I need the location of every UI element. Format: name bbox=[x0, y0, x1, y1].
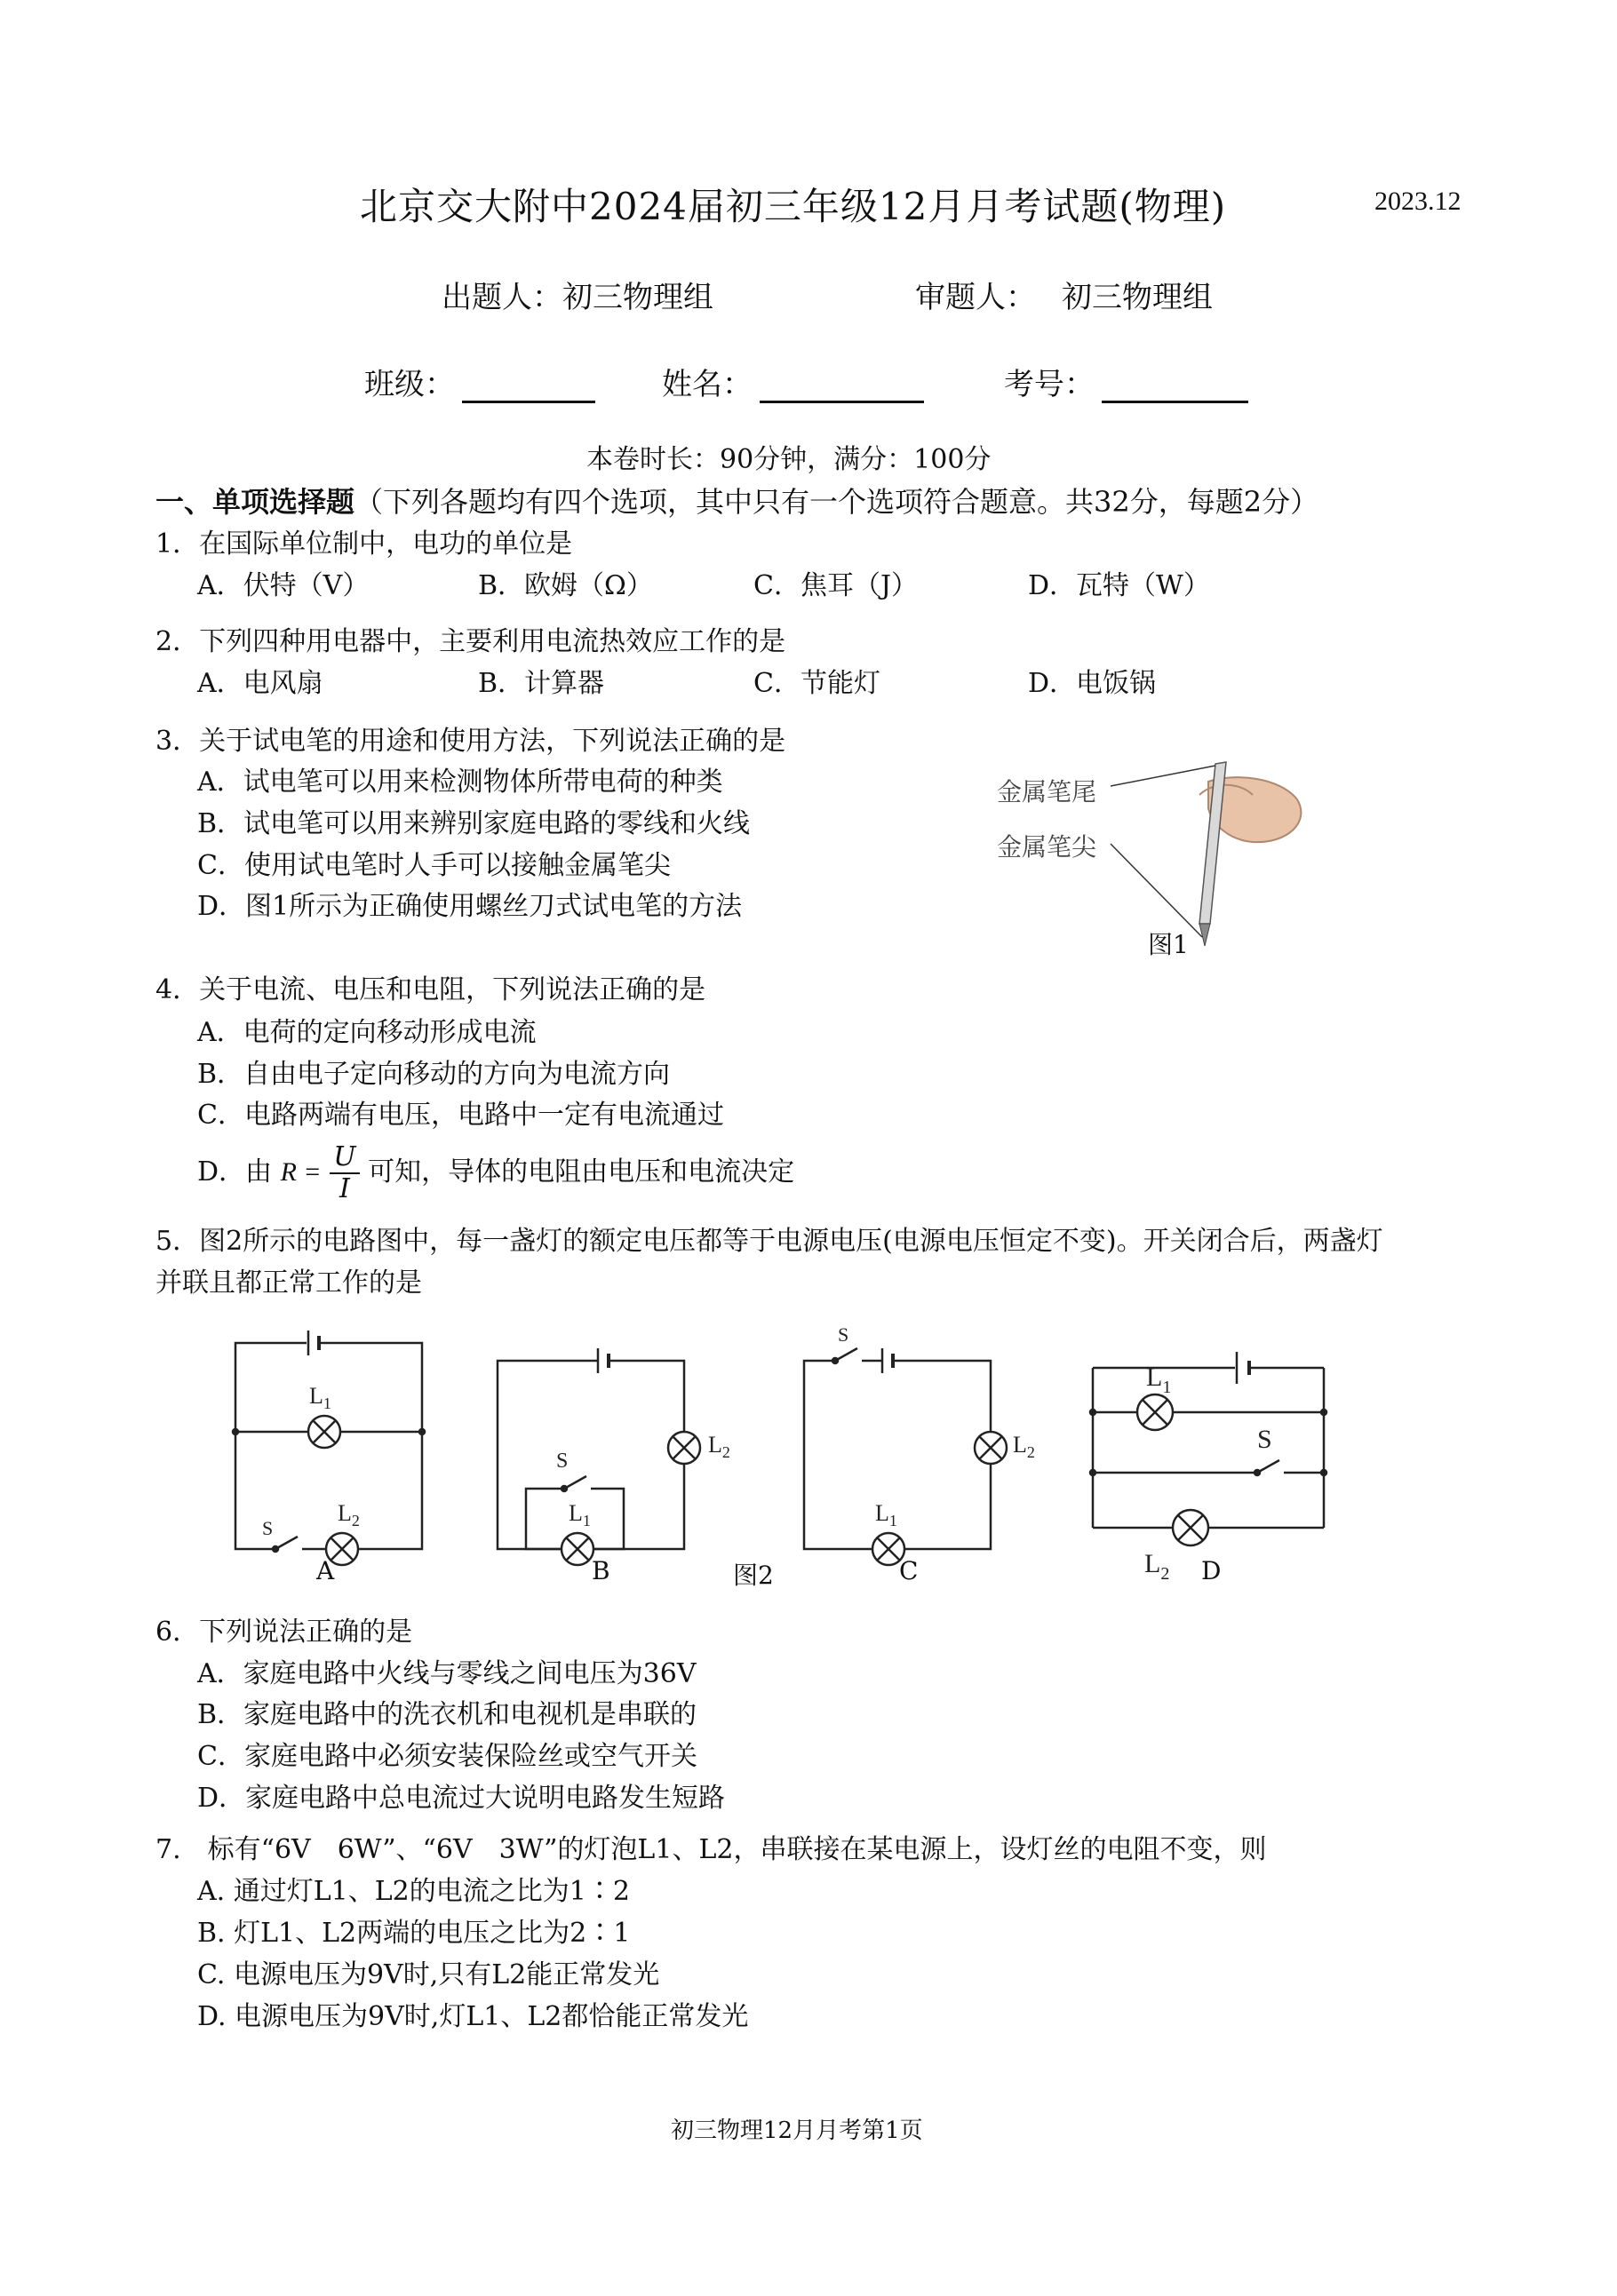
reviewer-label: 审题人： bbox=[915, 280, 1036, 315]
fraction-denominator: I bbox=[339, 1173, 350, 1204]
name-blank[interactable] bbox=[760, 401, 924, 403]
q3-stem: 3．关于试电笔的用途和使用方法，下列说法正确的是 bbox=[155, 726, 786, 757]
q7-option-a[interactable]: A. 通过灯L1、L2的电流之比为1∶2 bbox=[197, 1876, 630, 1907]
q1-option-b[interactable]: B．欧姆（Ω） bbox=[478, 570, 653, 601]
q6-option-c[interactable]: C．家庭电路中必须安装保险丝或空气开关 bbox=[197, 1741, 697, 1772]
svg-text:L2: $L_2$ bbox=[1144, 1549, 1170, 1584]
q3-option-d[interactable]: D．图1所示为正确使用螺丝刀式试电笔的方法 bbox=[197, 891, 743, 922]
svg-text:S: S bbox=[556, 1450, 569, 1473]
pen-body bbox=[1199, 762, 1226, 924]
q7-stem: 7. 标有“6V 6W”、“6V 3W”的灯泡L1、L2，串联接在某电源上，设灯丝的电阻不变，则 bbox=[155, 1834, 1267, 1865]
exam-no-field[interactable] bbox=[1004, 360, 1248, 403]
circuit-d bbox=[1090, 1352, 1326, 1545]
time-info: 本卷时长：90分钟，满分：100分 bbox=[586, 444, 992, 475]
class-label: 班级： bbox=[364, 367, 455, 402]
q4-option-a[interactable]: A．电荷的定向移动形成电流 bbox=[197, 1017, 537, 1048]
q7-option-b[interactable]: B. 灯L1、L2两端的电压之比为2∶1 bbox=[197, 1918, 631, 1949]
circuit-b-label[interactable]: B bbox=[592, 1556, 610, 1585]
q4-d-suffix: 可知，导体的电阻由电压和电流决定 bbox=[368, 1156, 795, 1188]
q3-option-c[interactable]: C．使用试电笔时人手可以接触金属笔尖 bbox=[197, 850, 671, 881]
q5-stem-line1: 5．图2所示的电路图中，每一盏灯的额定电压都等于电源电压(电源电压恒定不变)。开关闭合后，两盏灯 bbox=[155, 1226, 1383, 1257]
q2-stem: 2．下列四种用电器中，主要利用电流热效应工作的是 bbox=[155, 626, 786, 657]
q3-option-b[interactable]: B．试电笔可以用来辨别家庭电路的零线和火线 bbox=[197, 808, 751, 839]
name-label: 姓名： bbox=[662, 367, 753, 402]
q2-option-b[interactable]: B．计算器 bbox=[478, 668, 605, 699]
q3-option-a[interactable]: A．试电笔可以用来检测物体所带电荷的种类 bbox=[197, 767, 723, 798]
q1-option-a[interactable]: A．伏特（V） bbox=[197, 570, 370, 601]
svg-text:L2: $L_2$ bbox=[708, 1432, 730, 1461]
q2-option-c[interactable]: C．节能灯 bbox=[753, 668, 880, 699]
tail-pointer-line bbox=[1111, 766, 1215, 786]
q6-option-a[interactable]: A．家庭电路中火线与零线之间电压为36V bbox=[197, 1658, 697, 1689]
q4-option-b[interactable]: B．自由电子定向移动的方向为电流方向 bbox=[197, 1059, 671, 1090]
exam-no-blank[interactable] bbox=[1102, 401, 1248, 403]
exam-no-label: 考号： bbox=[1004, 367, 1095, 402]
name-field[interactable] bbox=[662, 360, 924, 403]
figure-2-caption: 图2 bbox=[733, 1561, 774, 1590]
class-field[interactable] bbox=[364, 360, 595, 403]
q6-option-b[interactable]: B．家庭电路中的洗衣机和电视机是串联的 bbox=[197, 1699, 697, 1730]
q6-stem: 6．下列说法正确的是 bbox=[155, 1617, 413, 1648]
q6-option-d[interactable]: D．家庭电路中总电流过大说明电路发生短路 bbox=[197, 1783, 726, 1814]
reviewer-value: 初三物理组 bbox=[1062, 280, 1213, 315]
pen-tip bbox=[1199, 924, 1210, 946]
section-title: 一、单项选择题 bbox=[155, 485, 355, 519]
page-footer: 初三物理12月月考第1页 bbox=[671, 2117, 923, 2144]
svg-text:L1: $L_1$ bbox=[875, 1500, 897, 1529]
q2-option-a[interactable]: A．电风扇 bbox=[197, 668, 323, 699]
fraction-numerator: U bbox=[330, 1144, 359, 1174]
q1-option-c[interactable]: C．焦耳（J） bbox=[753, 570, 918, 601]
label-metal-tip: 金属笔尖 bbox=[997, 832, 1097, 862]
circuit-b bbox=[498, 1348, 700, 1565]
svg-text:L1: $L_1$ bbox=[569, 1500, 591, 1529]
q4-d-formula-lhs: R = bbox=[280, 1157, 322, 1187]
q4-d-fraction bbox=[330, 1141, 359, 1204]
q1-option-d[interactable]: D．瓦特（W） bbox=[1028, 570, 1210, 601]
q1-stem: 1．在国际单位制中，电功的单位是 bbox=[155, 528, 573, 560]
svg-text:L1: $L_1$ bbox=[309, 1383, 331, 1412]
q7-option-c[interactable]: C. 电源电压为9V时,只有L2能正常发光 bbox=[197, 1959, 660, 1990]
q4-option-c[interactable]: C．电路两端有电压，电路中一定有电流通过 bbox=[197, 1100, 724, 1131]
section-desc: （下列各题均有四个选项，其中只有一个选项符合题意。共32分，每题2分） bbox=[354, 485, 1319, 519]
page-title: 北京交大附中2024届初三年级12月月考试题(物理) bbox=[360, 185, 1227, 228]
q2-option-d[interactable]: D．电饭锅 bbox=[1028, 668, 1157, 699]
figure-2-circuits bbox=[213, 1315, 1484, 1608]
circuit-c-label[interactable]: C bbox=[899, 1556, 919, 1585]
svg-text:L1: $L_1$ bbox=[1146, 1363, 1172, 1397]
setter-label: 出题人：初三物理组 bbox=[442, 280, 713, 315]
q4-stem: 4．关于电流、电压和电阻，下列说法正确的是 bbox=[155, 974, 706, 1005]
q5-stem-line2: 并联且都正常工作的是 bbox=[155, 1267, 422, 1299]
circuit-d-label[interactable]: D bbox=[1201, 1556, 1222, 1585]
svg-text:S: S bbox=[262, 1517, 274, 1539]
exam-date: 2023.12 bbox=[1374, 187, 1462, 216]
circuit-c bbox=[804, 1348, 1007, 1565]
svg-text:S: S bbox=[838, 1323, 849, 1346]
section-heading bbox=[155, 480, 1318, 520]
svg-text:S: S bbox=[1257, 1425, 1272, 1454]
circuit-a-label[interactable]: A bbox=[316, 1556, 335, 1585]
class-blank[interactable] bbox=[462, 401, 595, 403]
q4-d-prefix: D．由 bbox=[197, 1156, 273, 1188]
svg-text:L2: $L_2$ bbox=[338, 1500, 360, 1529]
figure-1-caption: 图1 bbox=[1148, 930, 1189, 959]
q4-option-d[interactable] bbox=[197, 1141, 795, 1204]
svg-text:L2: $L_2$ bbox=[1013, 1432, 1035, 1461]
q7-option-d[interactable]: D. 电源电压为9V时,灯L1、L2都恰能正常发光 bbox=[197, 2001, 749, 2032]
label-metal-tail: 金属笔尾 bbox=[997, 777, 1097, 806]
tip-pointer-line bbox=[1111, 844, 1202, 937]
